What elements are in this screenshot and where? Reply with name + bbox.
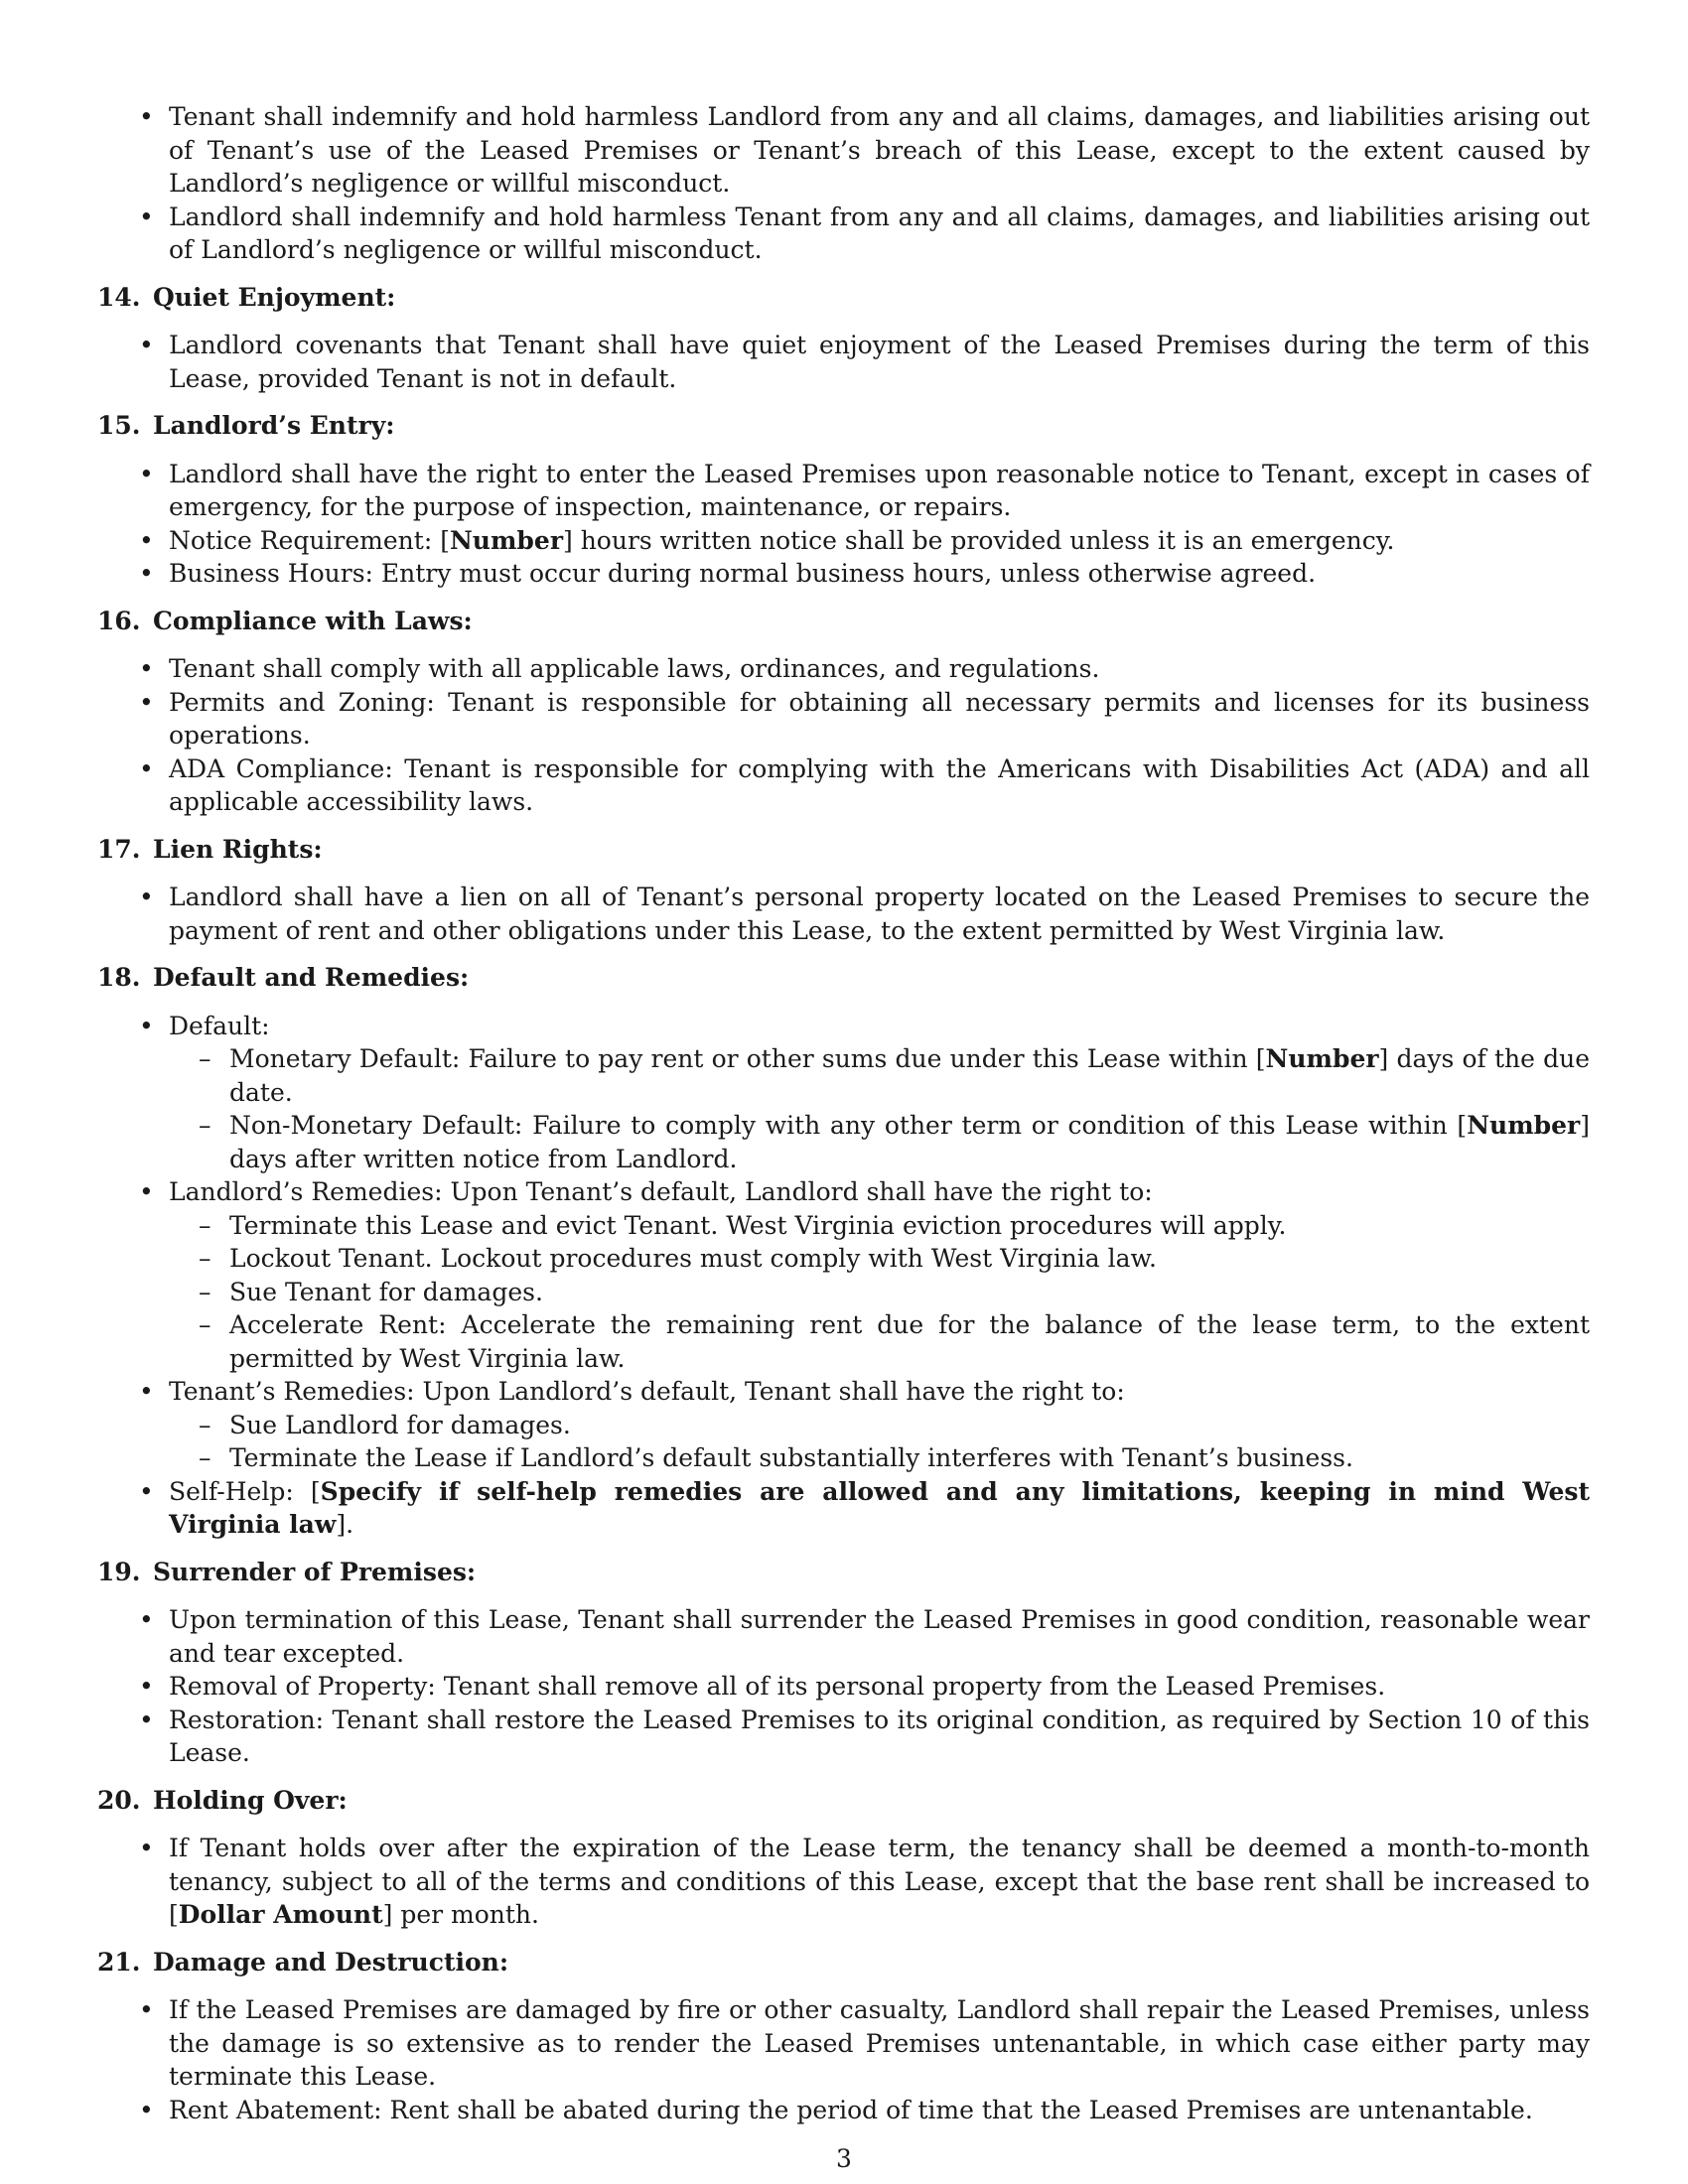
document-body: [97, 100, 1590, 2126]
bullet-list: [97, 652, 1590, 819]
text-run: Non-Monetary Default: Failure to comply with any other term or condition of this Lease within [: [229, 1111, 1468, 1140]
list-item: • Tenant shall comply with all applicable laws, ordinances, and regulations.: [97, 652, 1590, 686]
section-15: [97, 409, 1590, 591]
section-17: [97, 833, 1590, 948]
list-item: • Landlord shall indemnify and hold harmless Tenant from any and all claims, damages, and liabilities arising out of Landlord’s negligence or willful misconduct.: [97, 201, 1590, 267]
page-number: 3: [836, 2144, 852, 2173]
placeholder-field: Number: [1265, 1044, 1379, 1073]
list-item: • Business Hours: Entry must occur during normal business hours, unless otherwise agreed.: [97, 557, 1590, 591]
bullet-list: [97, 100, 1590, 267]
bullet-list: [97, 1993, 1590, 2126]
section-number: 17.: [97, 834, 141, 864]
list-item: • If the Leased Premises are damaged by fire or other casualty, Landlord shall repair the Leased Premises, unless the damage is so extensive as to render the Leased Premises untenantable, in which case either party may terminate this Lease.: [97, 1993, 1590, 2094]
list-item: [97, 1175, 1590, 1375]
section-heading: [97, 961, 1590, 995]
bullet-list: [97, 1832, 1590, 1932]
sub-list: [169, 1209, 1590, 1376]
text-run: If Tenant holds over after the expiration of the Lease term, the tenancy shall be deemed a month-to-month tenancy, subject to all of the terms and conditions of this Lease, except that the base rent shall be increased to [: [169, 1834, 1590, 1929]
section-title: Landlord’s Entry:: [153, 411, 395, 440]
list-item: • Landlord shall have the right to enter the Leased Premises upon reasonable notice to Tenant, except in cases of emergency, for the purpose of inspection, maintenance, or repairs.: [97, 458, 1590, 524]
text-run: ].: [336, 1510, 354, 1539]
section-number: 20.: [97, 1785, 141, 1815]
default-label: Default:: [169, 1011, 270, 1040]
list-item: [97, 524, 1590, 558]
section-21: [97, 1946, 1590, 2127]
section-heading: [97, 1946, 1590, 1979]
list-item: • Upon termination of this Lease, Tenant shall surrender the Leased Premises in good condition, reasonable wear and tear excepted.: [97, 1603, 1590, 1670]
section-16: [97, 605, 1590, 819]
landlord-remedies-label: Landlord’s Remedies: Upon Tenant’s default, Landlord shall have the right to:: [169, 1177, 1153, 1206]
sub-list-item: – Lockout Tenant. Lockout procedures must comply with West Virginia law.: [169, 1242, 1590, 1276]
section-heading: [97, 281, 1590, 315]
section-heading: [97, 1556, 1590, 1589]
section-title: Damage and Destruction:: [153, 1947, 509, 1977]
text-run: Notice Requirement: [: [169, 525, 450, 555]
bullet-list: [97, 458, 1590, 591]
list-item: • Removal of Property: Tenant shall remove all of its personal property from the Leased Premises.: [97, 1670, 1590, 1704]
list-item: [97, 1475, 1590, 1542]
section-heading: [97, 1784, 1590, 1818]
sub-list-item: – Terminate the Lease if Landlord’s default substantially interferes with Tenant’s business.: [169, 1441, 1590, 1475]
tenant-remedies-label: Tenant’s Remedies: Upon Landlord’s default, Tenant shall have the right to:: [169, 1377, 1125, 1406]
placeholder-field: Specify if self-help remedies are allowed and any limitations, keeping in mind West Virginia law: [169, 1476, 1590, 1539]
section-18: [97, 961, 1590, 1542]
list-item: • Landlord shall have a lien on all of Tenant’s personal property located on the Leased Premises to secure the payment of rent and other obligations under this Lease, to the extent permitted by West Virginia law.: [97, 881, 1590, 947]
section-number: 18.: [97, 963, 141, 992]
section-number: 14.: [97, 282, 141, 312]
list-item: • Permits and Zoning: Tenant is responsible for obtaining all necessary permits and licenses for its business operations.: [97, 686, 1590, 752]
section-heading: [97, 409, 1590, 443]
text-run: ] per month.: [382, 1900, 539, 1929]
section-title: Surrender of Premises:: [153, 1557, 477, 1586]
sub-list-item: – Terminate this Lease and evict Tenant. West Virginia eviction procedures will apply.: [169, 1209, 1590, 1243]
section-heading: [97, 605, 1590, 638]
text-run: ] days of the due date.: [229, 1044, 1590, 1107]
section-title: Quiet Enjoyment:: [153, 282, 396, 312]
text-run: ] hours written notice shall be provided unless it is an emergency.: [563, 525, 1395, 555]
bullet-list: [97, 881, 1590, 947]
list-item: [97, 1832, 1590, 1932]
text-run: Monetary Default: Failure to pay rent or other sums due under this Lease within [: [229, 1044, 1266, 1073]
section-title: Lien Rights:: [153, 834, 323, 864]
section-number: 19.: [97, 1557, 141, 1586]
section-number: 15.: [97, 411, 141, 440]
sub-list-item: – Sue Landlord for damages.: [169, 1409, 1590, 1442]
list-item: [97, 1375, 1590, 1475]
sub-list-item: – Accelerate Rent: Accelerate the remaining rent due for the balance of the lease term, to the extent permitted by West Virginia law.: [169, 1308, 1590, 1375]
sub-list-item: – Sue Tenant for damages.: [169, 1276, 1590, 1309]
placeholder-field: Dollar Amount: [178, 1900, 383, 1929]
section-20: [97, 1784, 1590, 1932]
text-run: ] days after written notice from Landlord.: [229, 1111, 1590, 1173]
section-number: 21.: [97, 1947, 141, 1977]
sub-list-item: [169, 1042, 1590, 1109]
section-title: Default and Remedies:: [153, 963, 470, 992]
sub-list-item: [169, 1109, 1590, 1175]
section-heading: [97, 833, 1590, 867]
list-item: • Landlord covenants that Tenant shall have quiet enjoyment of the Leased Premises during the term of this Lease, provided Tenant is not in default.: [97, 329, 1590, 395]
section-number: 16.: [97, 606, 141, 635]
section-19: [97, 1556, 1590, 1770]
list-item: • ADA Compliance: Tenant is responsible for complying with the Americans with Disabilities Act (ADA) and all applicable accessibility laws.: [97, 752, 1590, 819]
section-14: [97, 281, 1590, 396]
sub-list: [169, 1409, 1590, 1475]
list-item: • Rent Abatement: Rent shall be abated during the period of time that the Leased Premises are untenantable.: [97, 2094, 1590, 2127]
placeholder-field: Number: [449, 525, 563, 555]
list-item: • Tenant shall indemnify and hold harmless Landlord from any and all claims, damages, and liabilities arising out of Tenant’s use of the Leased Premises or Tenant’s breach of this Lease, except to the extent caused by Landlord’s negligence or willful misconduct.: [97, 100, 1590, 201]
placeholder-field: Number: [1467, 1111, 1581, 1140]
section-13-continued: [97, 100, 1590, 267]
list-item: • Restoration: Tenant shall restore the Leased Premises to its original condition, as required by Section 10 of this Lease.: [97, 1704, 1590, 1770]
bullet-list: [97, 329, 1590, 395]
section-title: Compliance with Laws:: [153, 606, 473, 635]
sub-list: [169, 1042, 1590, 1175]
bullet-list: [97, 1603, 1590, 1770]
text-run: Self-Help: [: [169, 1476, 321, 1506]
section-title: Holding Over:: [153, 1785, 348, 1815]
bullet-list: [97, 1010, 1590, 1542]
list-item: [97, 1010, 1590, 1176]
